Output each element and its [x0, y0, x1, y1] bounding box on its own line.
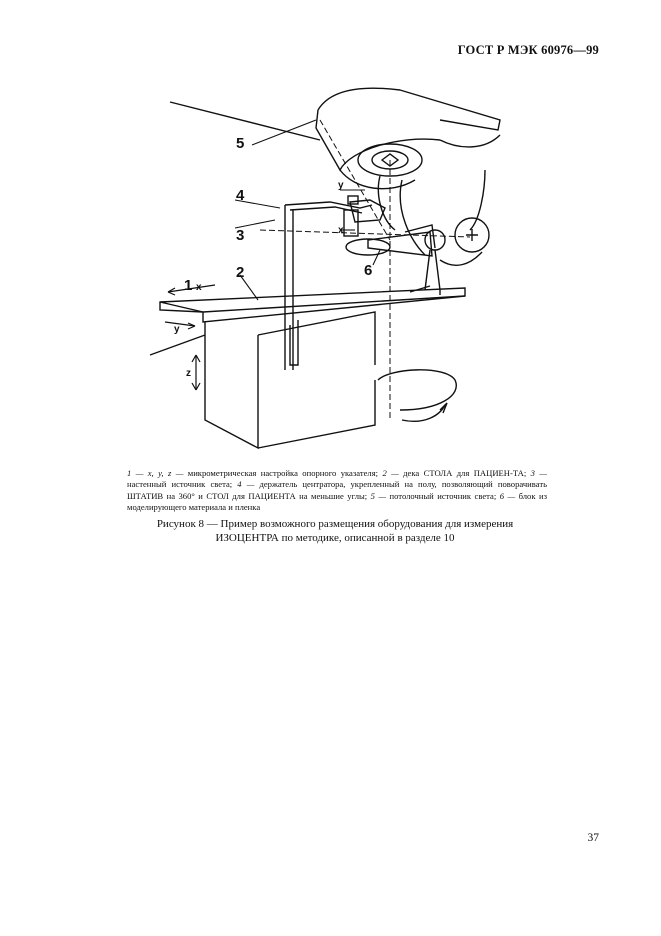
- caption-line-2: ИЗОЦЕНТРА по методике, описанной в разделе 10: [215, 531, 455, 544]
- patient-table: [160, 286, 465, 322]
- legend-item-6-text: блок из моделирующего материала и пленка: [127, 490, 547, 513]
- legend-item-1-text: микрометрическая настройка опорного указателя;: [187, 468, 383, 478]
- rotation-ring: [425, 218, 489, 295]
- figure-legend: [127, 468, 547, 514]
- callout-6: 6: [364, 262, 373, 279]
- legend-item-1-key: 1 — x, y, z —: [127, 468, 188, 478]
- axis-label-x-mid: x: [338, 225, 344, 236]
- document-header: [458, 43, 599, 58]
- page-number: 37: [587, 832, 599, 844]
- table-pedestal: [205, 312, 375, 448]
- gantry-head: [170, 88, 500, 255]
- figure-8-drawing: [140, 80, 520, 460]
- callout-1-x: x: [196, 282, 202, 293]
- legend-item-4-key: 4 —: [237, 479, 260, 490]
- axis-label-y-top: y: [338, 180, 344, 191]
- caption-line-1: Рисунок 8 — Пример возможного размещения оборудования для измерения: [156, 518, 514, 530]
- callout-3: 3: [236, 227, 245, 244]
- axis-label-y: y: [174, 324, 180, 335]
- legend-item-2-key: 2 —: [382, 468, 404, 478]
- legend-item-5-key: 5 —: [370, 490, 390, 501]
- figure-caption: [120, 518, 550, 545]
- legend-item-5-text: потолочный источник света;: [389, 490, 500, 501]
- callout-2: 2: [236, 264, 245, 281]
- equipment-diagram: [140, 80, 520, 460]
- legend-item-3-text: настенный источник света;: [127, 479, 238, 490]
- legend-item-6-key: 6 —: [499, 490, 519, 501]
- callout-5: 5: [236, 135, 245, 152]
- callout-1: 1: [184, 277, 193, 294]
- centrator-holder: [285, 196, 435, 370]
- standard-code: ГОСТ Р МЭК 60976—99: [457, 43, 599, 57]
- legend-item-4-text: держатель центратора, укрепленный на полу, позволяющий поворачивать ШТАТИВ на 360° и СТОЛ для ПАЦИЕНТА на меньшие углы;: [127, 479, 547, 501]
- legend-item-2-text: дека СТОЛА для ПАЦИЕН-ТА;: [403, 468, 531, 478]
- legend-item-3-key: 3 —: [530, 468, 547, 478]
- axis-label-z: z: [186, 368, 191, 379]
- callout-4: 4: [236, 187, 245, 204]
